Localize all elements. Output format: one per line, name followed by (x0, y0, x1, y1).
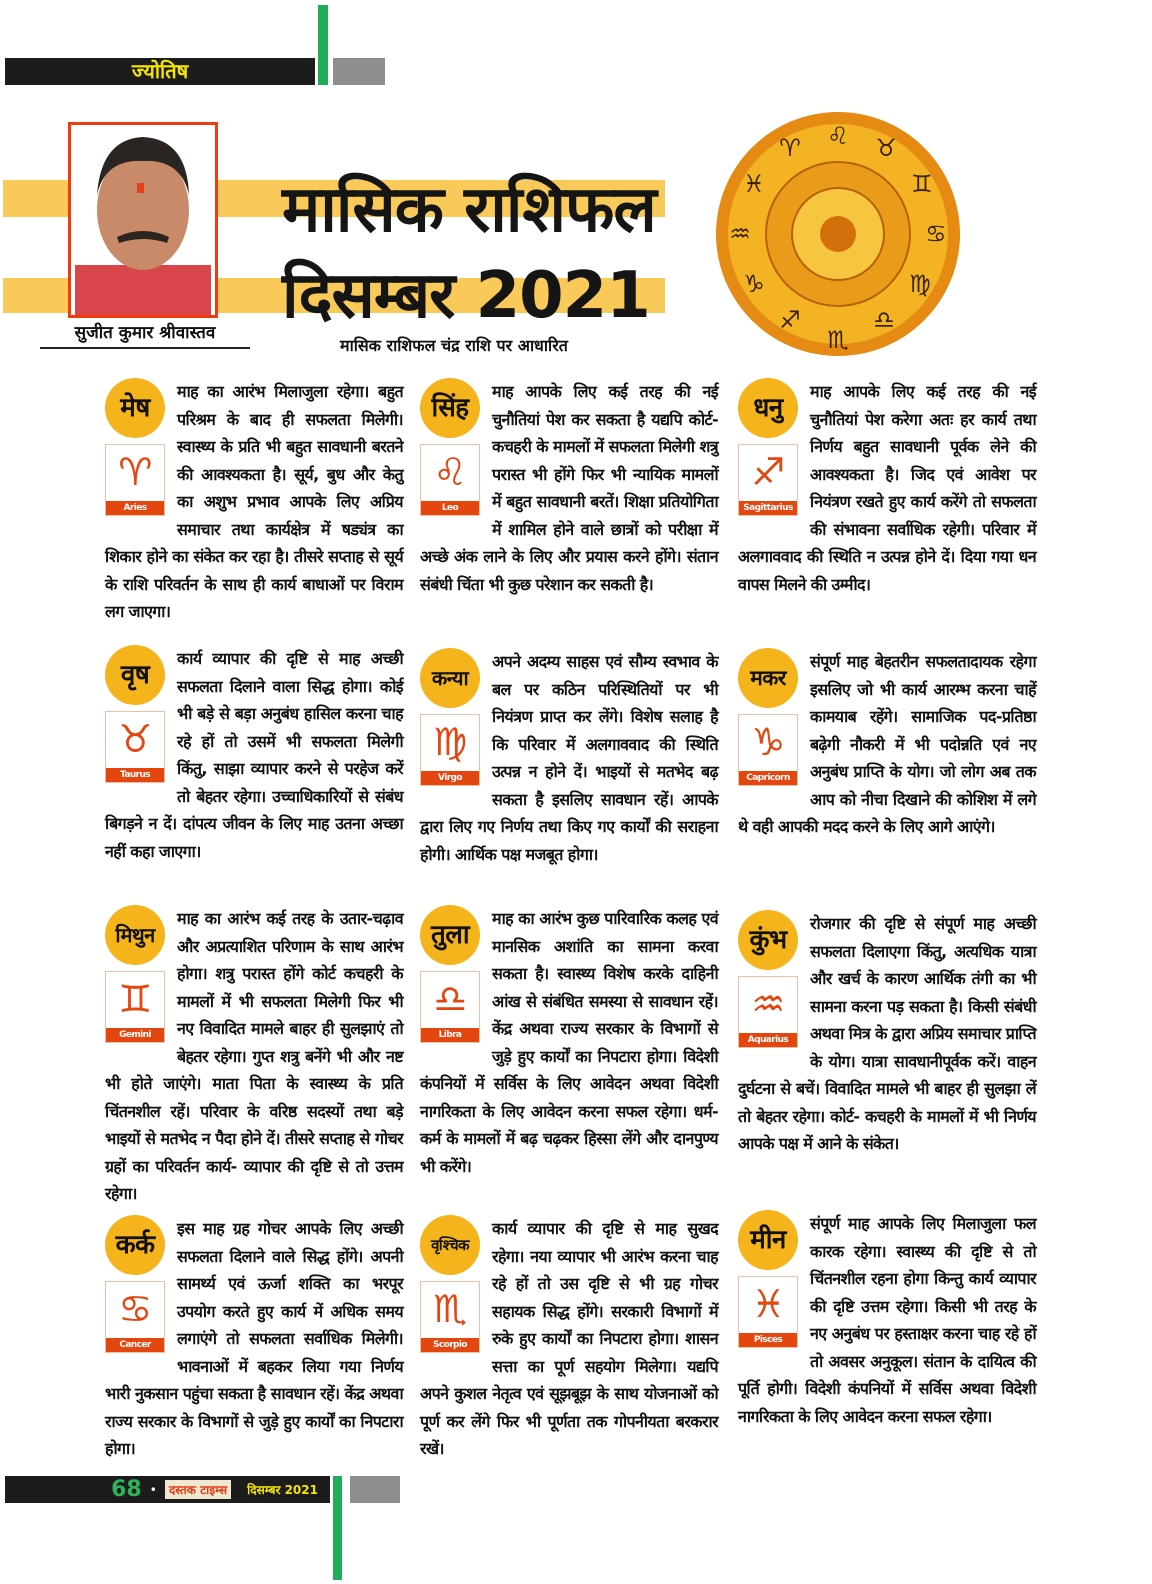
sign-block-mesh (105, 378, 403, 626)
aquarius-icon (738, 976, 798, 1048)
sign-label: Gemini (106, 1028, 164, 1042)
header-green-accent (318, 5, 328, 85)
sign-head (738, 910, 802, 1048)
svg-text:♒: ♒ (729, 220, 751, 248)
page-number: 68 (111, 1477, 142, 1502)
sign-label: Pisces (739, 1333, 797, 1347)
sign-block-kumbh (738, 910, 1036, 1158)
pisces-icon (738, 1276, 798, 1348)
page-title-line1: मासिक राशिफल (282, 173, 656, 247)
issue-date: दिसम्बर 2021 (247, 1483, 318, 1497)
footer-green-accent (333, 1476, 342, 1580)
sign-block-kanya (420, 648, 718, 868)
sign-label: Libra (421, 1028, 479, 1042)
sign-glyph: ♏ (433, 1287, 467, 1331)
sign-text: इस माह ग्रह गोचर आपके लिए अच्छी सफलता दिलाने वाले सिद्ध होंगे। अपनी सामर्थ्य एवं ऊर्जा शक्ति का भरपूर उपयोग करते हुए कार्य में अधिक समय लगाएंगे तो सफलता सर्वाधिक मिलेगी। भावनाओं में बहकर लिया गया निर्णय भारी नुकसान पहुंचा सकता है सावधान रहें। केंद्र अथवा राज्य सरकार के विभागों से जुड़े हुए कार्यों का निपटारा होगा। (105, 1219, 403, 1458)
sign-glyph: ♊ (118, 977, 152, 1021)
sign-text: माह का आरंभ कई तरह के उतार-चढ़ाव और अप्रत्याशित परिणाम के साथ आरंभ होगा। शत्रु परास्त होंगे कोर्ट कचहरी के मामलों में भी सफलता मिलेगी फिर भी नए विवादित मामले बाहर ही सुलझाएं तो बेहतर रहेगा। गुप्त शत्रु बनेंगे भी और नष्ट भी होते जाएंगे। माता पिता के स्वास्थ्य के प्रति चिंतनशील रहें। परिवार के वरिष्ठ सदस्यों तथा बड़े भाइयों से मतभेद न पैदा होने दें। तीसरे सप्ताह से गोचर ग्रहों का परिवर्तन कार्य- व्यापार की दृष्टि से तो उत्तम रहेगा। (105, 909, 403, 1203)
page-title-line2: दिसम्बर 2021 (282, 259, 650, 333)
footer-gray-block (350, 1476, 400, 1503)
sign-head (420, 1215, 484, 1353)
svg-text:♋: ♋ (925, 220, 947, 248)
section-label: ज्योतिष (131, 59, 189, 83)
sagittarius-icon (738, 444, 798, 516)
cancer-icon (105, 1281, 165, 1353)
sign-block-meen (738, 1210, 1036, 1430)
sign-label: Aquarius (739, 1033, 797, 1047)
header-gray-block (333, 58, 385, 85)
sign-head (420, 905, 484, 1043)
sign-label: Scorpio (421, 1338, 479, 1352)
sign-head (105, 378, 169, 516)
taurus-icon (105, 711, 165, 783)
sign-name: मकर (738, 648, 798, 708)
sign-block-vrish (105, 645, 403, 865)
author-photo (68, 122, 218, 318)
sign-text: संपूर्ण माह आपके लिए मिलाजुला फल कारक रहेगा। स्वास्थ्य की दृष्टि से तो चिंतनशील रहना होगा किन्तु कार्य व्यापार की दृष्टि उत्तम रहेगा। किसी भी तरह के नए अनुबंध पर हस्ताक्षर करना चाह रहे हों तो अवसर अनुकूल। संतान के दायित्व की पूर्ति होगी। विदेशी कंपनियों में सर्विस अथवा विदेशी नागरिकता के लिए आवेदन करना सफल रहेगा। (738, 1214, 1036, 1426)
sign-name: सिंह (420, 378, 480, 438)
svg-text:♑: ♑ (743, 270, 765, 298)
sign-glyph: ♐ (751, 450, 785, 494)
svg-text:♈: ♈ (779, 134, 801, 162)
leo-icon (420, 444, 480, 516)
svg-text:♊: ♊ (911, 170, 933, 198)
sign-text: माह का आरंभ मिलाजुला रहेगा। बहुत परिश्रम के बाद ही सफलता मिलेगी। स्वास्थ्य के प्रति भी बहुत सावधानी बरतने की आवश्यकता है। सूर्य, बुध और केतु का अशुभ प्रभाव आपके लिए अप्रिय समाचार तथा कार्यक्षेत्र में षड्यंत्र का शिकार होने का संकेत कर रहा है। तीसरे सप्ताह से सूर्य के राशि परिवर्तन के साथ ही कार्य बाधाओं पर विराम लग जाएगा। (105, 382, 403, 621)
sign-label: Virgo (421, 771, 479, 785)
sign-label: Capricorn (739, 771, 797, 785)
sign-head (105, 645, 169, 783)
sign-name: कर्क (105, 1215, 165, 1275)
libra-icon (420, 971, 480, 1043)
sign-label: Sagittarius (739, 501, 797, 515)
sign-text: रोजगार की दृष्टि से संपूर्ण माह अच्छी सफलता दिलाएगा किंतु, अत्यधिक यात्रा और खर्च के कारण आर्थिक तंगी का भी सामना करना पड़ सकता है। किसी संबंधी अथवा मित्र के द्वारा अप्रिय समाचार प्राप्ति के योग। यात्रा सावधानीपूर्वक करें। वाहन दुर्घटना से बचें। विवादित मामले भी बाहर ही सुलझा लें तो बेहतर रहेगा। कोर्ट- कचहरी के मामलों में भी निर्णय आपके पक्ष में आने के संकेत। (738, 914, 1036, 1153)
gemini-icon (105, 971, 165, 1043)
sign-head (738, 378, 802, 516)
sign-text: माह का आरंभ कुछ पारिवारिक कलह एवं मानसिक अशांति का सामना करवा सकता है। स्वास्थ्य विशेष करके दाहिनी आंख से संबंधित समस्या से सावधान रहें। केंद्र अथवा राज्य सरकार के विभागों से जुड़े हुए कार्यों का निपटारा होगा। विदेशी कंपनियों में सर्विस के लिए आवेदन अथवा विदेशी नागरिकता के लिए आवेदन करना सफल रहेगा। धर्म-कर्म के मामलों में बढ़ चढ़कर हिस्सा लेंगे और दानपुण्य भी करेंगे। (420, 909, 718, 1176)
sign-label: Leo (421, 501, 479, 515)
sign-label: Cancer (106, 1338, 164, 1352)
sign-head (105, 1215, 169, 1353)
virgo-icon (420, 714, 480, 786)
zodiac-wheel-icon (714, 110, 962, 358)
sign-label: Aries (106, 501, 164, 515)
svg-text:♐: ♐ (779, 306, 801, 334)
sign-block-mithun (105, 905, 403, 1208)
sign-glyph: ♑ (751, 720, 785, 764)
sign-text: माह आपके लिए कई तरह की नई चुनौतियां पेश करेगा अतः हर कार्य तथा निर्णय बहुत सावधानी पूर्वक लेने की आवश्यकता है। जिद एवं आवेश पर नियंत्रण रखते हुए कार्य करेंगे तो सफलता की संभावना सर्वाधिक रहेगी। परिवार में अलगाववाद की स्थिति न उत्पन्न होने दें। दिया गया धन वापस मिलने की उम्मीद। (738, 382, 1036, 594)
author-portrait-icon (71, 125, 215, 315)
svg-text:♍: ♍ (909, 270, 931, 298)
sign-block-singh (420, 378, 718, 598)
sign-head (420, 648, 484, 786)
svg-text:♓: ♓ (743, 170, 765, 198)
section-header-bar (5, 58, 315, 85)
sign-glyph: ♒ (751, 982, 785, 1026)
capricorn-icon (738, 714, 798, 786)
author-name: सुजीत कुमार श्रीवास्तव (40, 320, 250, 349)
sign-block-tula (420, 905, 718, 1180)
sign-name: कुंभ (738, 910, 798, 970)
svg-text:♏: ♏ (827, 326, 849, 354)
sign-head (738, 1210, 802, 1348)
footer-bullet: • (149, 1482, 157, 1497)
sign-name: धनु (738, 378, 798, 438)
sign-text: माह आपके लिए कई तरह की नई चुनौतियां पेश कर सकता है यद्यपि कोर्ट-कचहरी के मामलों में सफलता मिलेगी शत्रु परास्त भी होंगे फिर भी न्यायिक मामलों में बहुत सावधानी बरतें। शिक्षा प्रतियोगिता में शामिल होने वाले छात्रों को परीक्षा में अच्छे अंक लाने के लिए और प्रयास करने होंगे। संतान संबंधी चिंता भी कुछ परेशान कर सकती है। (420, 382, 718, 594)
svg-text:♉: ♉ (875, 134, 897, 162)
sign-text: संपूर्ण माह बेहतरीन सफलतादायक रहेगा इसलिए जो भी कार्य आरम्भ करना चाहें कामयाब रहेंगे। सामाजिक पद-प्रतिष्ठा बढ़ेगी नौकरी में भी पदोन्नति एवं नए अनुबंध प्राप्ति के योग। जो लोग अब तक आप को नीचा दिखाने की कोशिश में लगे थे वही आपकी मदद करने के लिए आगे आएंगे। (738, 652, 1036, 836)
sign-block-makar (738, 648, 1036, 841)
sign-glyph: ♉ (118, 717, 152, 761)
sign-name: मिथुन (105, 905, 165, 965)
sign-label: Taurus (106, 768, 164, 782)
sign-glyph: ♈ (118, 450, 152, 494)
sign-text: कार्य व्यापार की दृष्टि से माह सुखद रहेगा। नया व्यापार भी आरंभ करना चाह रहे हों तो उस दृष्टि से भी ग्रह गोचर सहायक सिद्ध होंगे। सरकारी विभागों में रुके हुए कार्यों का निपटारा होगा। शासन सत्ता का पूर्ण सहयोग मिलेगा। यद्यपि अपने कुशल नेतृत्व एवं सूझबूझ के साथ योजनाओं को पूर्ण कर लेंगे फिर भी पूर्णता तक गोपनीयता बरकरार रखें। (420, 1219, 718, 1458)
sign-block-dhanu (738, 378, 1036, 598)
sign-name: तुला (420, 905, 480, 965)
footer-bar (5, 1476, 330, 1503)
sign-glyph: ♎ (433, 977, 467, 1021)
aries-icon (105, 444, 165, 516)
scorpio-icon (420, 1281, 480, 1353)
sign-glyph: ♋ (118, 1287, 152, 1331)
sign-glyph: ♍ (433, 720, 467, 764)
sign-glyph: ♓ (751, 1282, 785, 1326)
sign-head (105, 905, 169, 1043)
sign-name: मेष (105, 378, 165, 438)
svg-text:♎: ♎ (873, 306, 895, 334)
sign-glyph: ♌ (433, 450, 467, 494)
sign-text: अपने अदम्य साहस एवं सौम्य स्वभाव के बल पर कठिन परिस्थितियों पर भी नियंत्रण प्राप्त कर लेंगे। विशेष सलाह है कि परिवार में अलगाववाद की स्थिति उत्पन्न न होने दें। भाइयों से मतभेद बढ़ सकता है इसलिए सावधान रहें। आपके द्वारा लिए गए निर्णय तथा किए गए कार्यों की सराहना होगी। आर्थिक पक्ष मजबूत होगा। (420, 652, 718, 864)
sign-name: मीन (738, 1210, 798, 1270)
svg-text:♌: ♌ (827, 122, 849, 150)
sign-head (420, 378, 484, 516)
sign-block-kark (105, 1215, 403, 1463)
sign-block-vrishchik (420, 1215, 718, 1463)
magazine-logo: दस्तक टाइम्स (165, 1480, 231, 1499)
subtitle: मासिक राशिफल चंद्र राशि पर आधारित (340, 336, 568, 355)
sign-text: कार्य व्यापार की दृष्टि से माह अच्छी सफलता दिलाने वाला सिद्ध होगा। कोई भी बड़े से बड़ा अनुबंध हासिल करना चाह रहे हों तो उसमें भी सफलता मिलेगी किंतु, साझा व्यापार करने से परहेज करें तो बेहतर रहेगा। उच्चाधिकारियों से संबंध बिगड़ने न दें। दांपत्य जीवन के लिए माह उतना अच्छा नहीं कहा जाएगा। (105, 649, 403, 861)
sign-head (738, 648, 802, 786)
sign-name: कन्या (420, 648, 480, 708)
sign-name: वृश्चिक (420, 1215, 480, 1275)
sign-name: वृष (105, 645, 165, 705)
